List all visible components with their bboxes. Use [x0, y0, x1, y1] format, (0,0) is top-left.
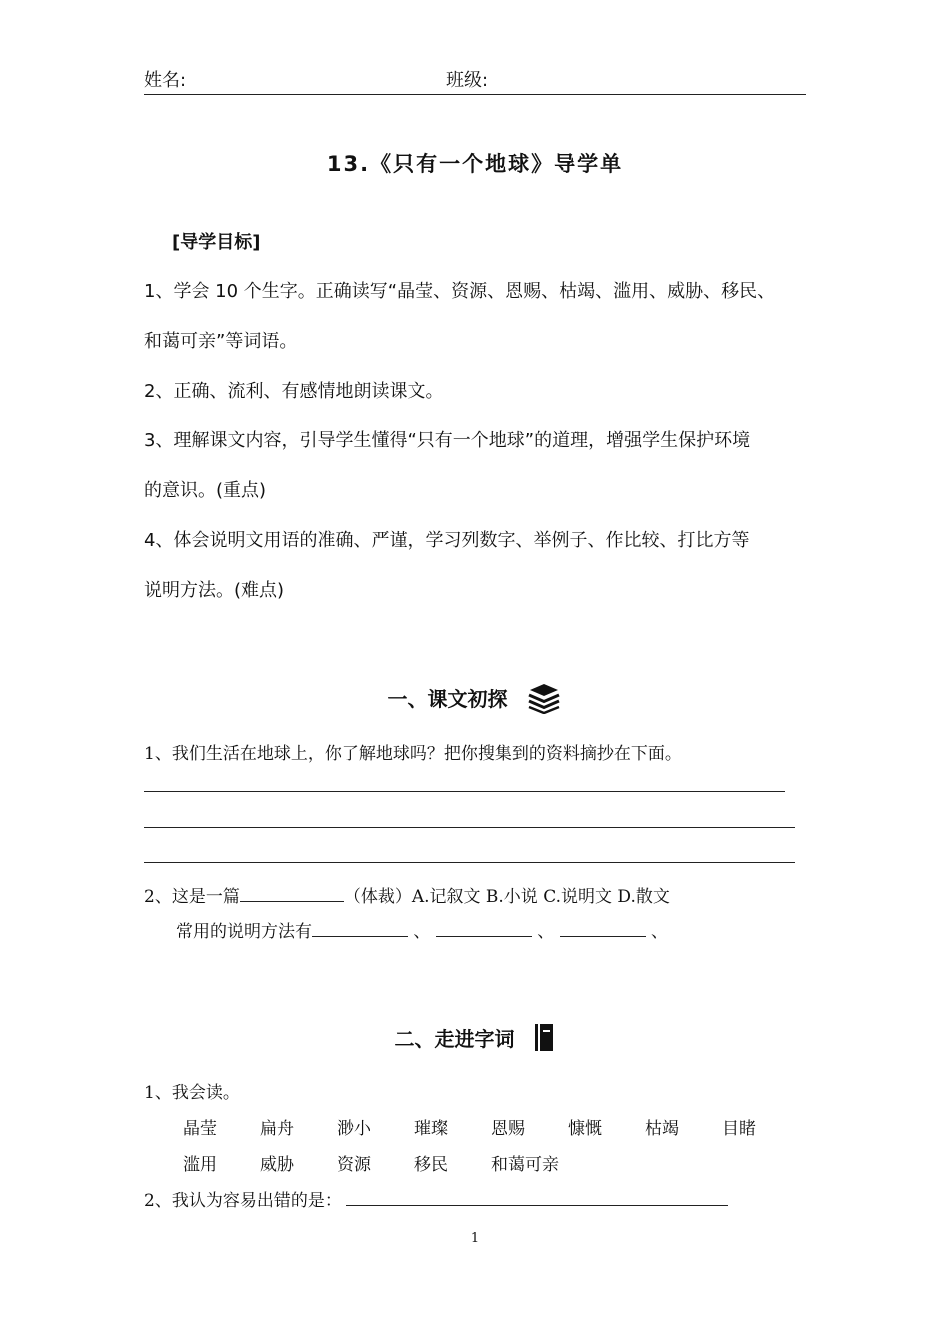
header-line: [144, 66, 806, 95]
word: 资源: [337, 1155, 371, 1175]
goal-line: 的意识。(重点): [144, 480, 267, 501]
word: 目睹: [722, 1119, 756, 1139]
genre-blank[interactable]: [240, 883, 344, 902]
word-row-2: [183, 1150, 591, 1175]
page-title: 13.《只有一个地球》导学单: [326, 152, 624, 176]
read-question: 1、我会读。: [144, 1083, 240, 1103]
error-question-text: 2、我认为容易出错的是：: [144, 1191, 342, 1211]
goal-line: 说明方法。(难点): [144, 580, 285, 601]
section-title: 二、走进字词: [394, 1027, 515, 1051]
methods-prefix: 常用的说明方法有: [176, 922, 312, 942]
class-label: 班级:: [446, 70, 489, 91]
method-blank-2[interactable]: [436, 918, 532, 937]
separator: 、: [413, 922, 431, 942]
goal-line: 1、学会 10 个生字。正确读写“晶莹、资源、恩赐、枯竭、滥用、威胁、移民、: [144, 281, 776, 302]
goal-line: 3、理解课文内容，引导学生懂得“只有一个地球”的道理，增强学生保护环境: [144, 430, 751, 451]
q2-options: （体裁）A.记叙文 B.小说 C.说明文 D.散文: [343, 887, 670, 907]
word: 扁舟: [260, 1119, 294, 1139]
q2-prefix: 2、这是一篇: [144, 887, 240, 907]
word: 滥用: [183, 1155, 217, 1175]
goal-line: 2、正确、流利、有感情地朗读课文。: [144, 381, 444, 402]
books-stack-icon: [526, 682, 562, 719]
section-title: 一、课文初探: [387, 687, 508, 711]
separator: 、: [651, 922, 669, 942]
method-blank-3[interactable]: [560, 918, 646, 937]
word: 枯竭: [645, 1119, 679, 1139]
word: 慷慨: [568, 1119, 602, 1139]
question-2: [144, 882, 670, 907]
answer-line[interactable]: [144, 791, 785, 792]
word: 渺小: [337, 1119, 371, 1139]
separator: 、: [537, 922, 555, 942]
word: 璀璨: [414, 1119, 448, 1139]
word: 移民: [414, 1155, 448, 1175]
name-label: 姓名:: [144, 70, 187, 91]
goals-heading: [导学目标]: [172, 232, 261, 253]
word: 晶莹: [183, 1119, 217, 1139]
question-1: 1、我们生活在地球上，你了解地球吗？把你搜集到的资料摘抄在下面。: [144, 744, 682, 764]
method-blank-1[interactable]: [312, 918, 408, 937]
word-row-1: [183, 1114, 799, 1139]
error-words-blank[interactable]: [346, 1187, 728, 1206]
answer-line[interactable]: [144, 862, 795, 863]
book-icon: [533, 1023, 555, 1058]
question-2-methods: [176, 917, 668, 942]
goal-line: 和蔼可亲”等词语。: [144, 331, 298, 352]
section-heading: [0, 682, 950, 719]
word: 和蔼可亲: [491, 1155, 559, 1175]
answer-line[interactable]: [144, 827, 795, 828]
word: 恩赐: [491, 1119, 525, 1139]
goal-line: 4、体会说明文用语的准确、严谨，学习列数字、举例子、作比较、打比方等: [144, 530, 750, 551]
section-heading: [0, 1023, 950, 1058]
page-number: 1: [470, 1231, 480, 1246]
word: 威胁: [260, 1155, 294, 1175]
error-question: [144, 1186, 728, 1211]
